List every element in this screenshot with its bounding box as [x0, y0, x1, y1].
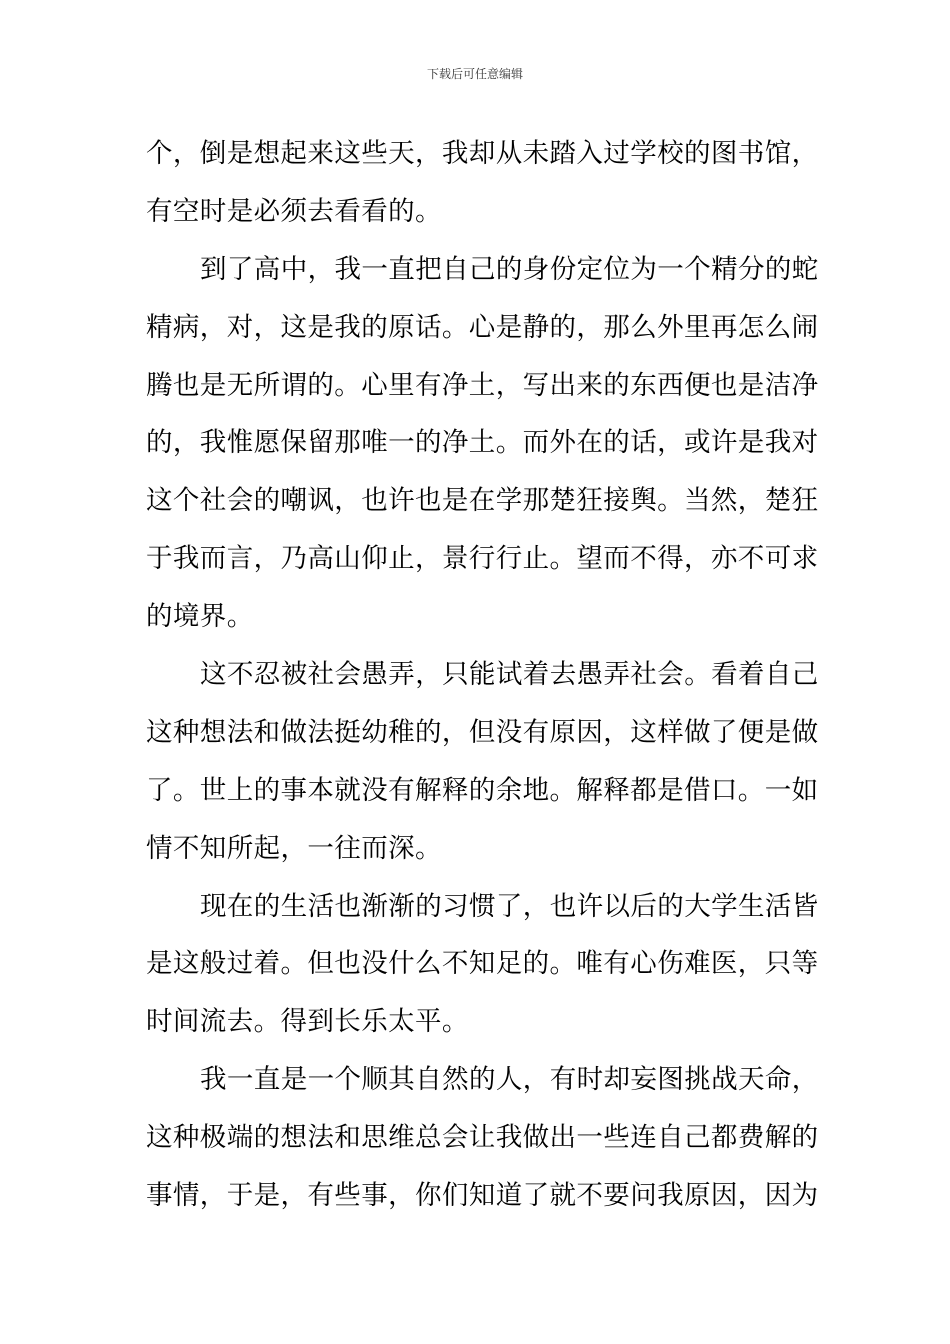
- text-line: 事情，于是，有些事，你们知道了就不要问我原因，因为: [146, 1180, 819, 1212]
- paragraph-1: [146, 134, 819, 250]
- text-line: 这不忍被社会愚弄，只能试着去愚弄社会。看着自己: [200, 659, 819, 691]
- text-line: 这个社会的嘲讽，也许也是在学那楚狂接舆。当然，楚狂: [146, 485, 819, 517]
- page-header: 下载后可任意编辑: [426, 67, 523, 81]
- text-line: 腾也是无所谓的。心里有净土，写出来的东西便也是洁净: [146, 369, 819, 401]
- text-line: 的境界。: [146, 601, 254, 633]
- paragraph-4: [146, 887, 819, 1061]
- text-line: 了。世上的事本就没有解释的余地。解释都是借口。一如: [146, 774, 819, 806]
- text-line: 精病，对，这是我的原话。心是静的，那么外里再怎么闹: [146, 311, 819, 343]
- text-line: 于我而言，乃高山仰止，景行行止。望而不得，亦不可求: [146, 543, 819, 575]
- text-line: 这种极端的想法和思维总会让我做出一些连自己都费解的: [146, 1122, 819, 1154]
- text-line: 个，倒是想起来这些天，我却从未踏入过学校的图书馆，: [146, 138, 819, 169]
- text-line: 到了高中，我一直把自己的身份定位为一个精分的蛇: [200, 253, 819, 285]
- paragraph-5: [146, 1060, 819, 1234]
- text-line: 的，我惟愿保留那唯一的净土。而外在的话，或许是我对: [146, 427, 819, 459]
- paragraph-3: [146, 655, 819, 887]
- text-line: 现在的生活也渐渐的习惯了，也许以后的大学生活皆: [200, 890, 819, 922]
- text-line: 是这般过着。但也没什么不知足的。唯有心伤难医，只等: [146, 948, 819, 980]
- paragraph-2: [146, 250, 819, 655]
- text-line: 有空时是必须去看看的。: [146, 195, 442, 227]
- text-line: 时间流去。得到长乐太平。: [146, 1006, 469, 1038]
- document-body: [146, 134, 819, 1234]
- text-line: 情不知所起，一往而深。: [146, 832, 442, 864]
- text-line: 这种想法和做法挺幼稚的，但没有原因，这样做了便是做: [146, 716, 819, 748]
- text-line: 我一直是一个顺其自然的人，有时却妄图挑战天命，: [200, 1064, 819, 1096]
